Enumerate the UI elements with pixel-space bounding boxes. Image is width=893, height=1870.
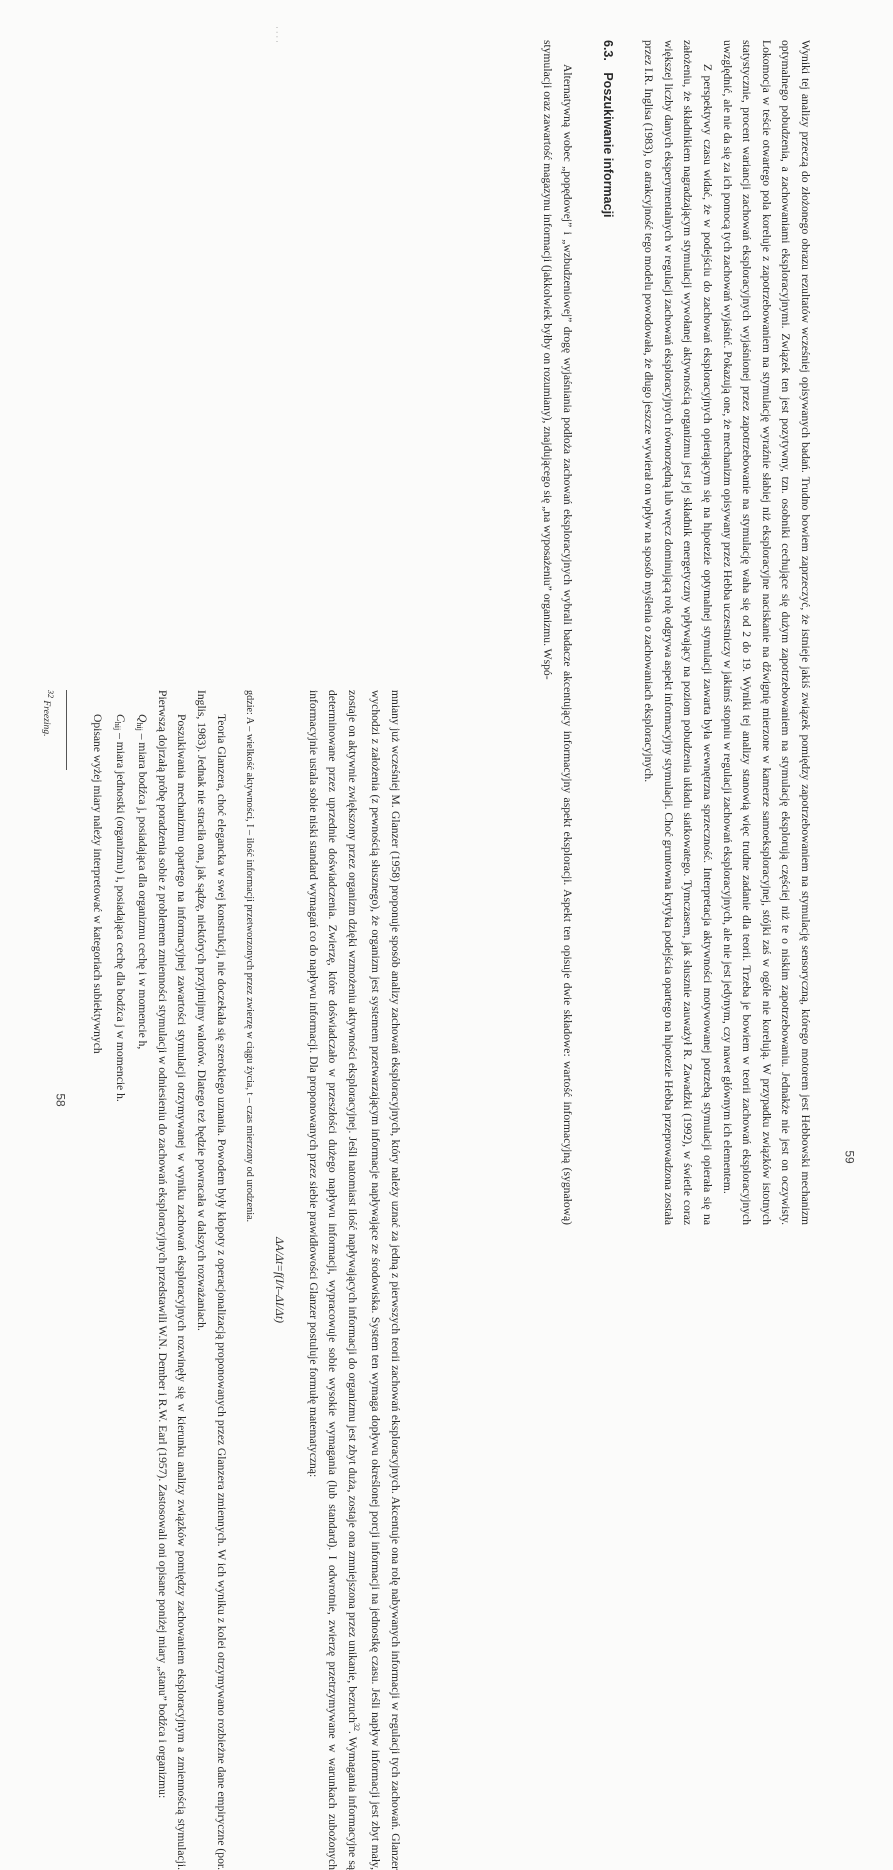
footnote-divider — [66, 690, 67, 770]
section-number: 6.3. — [600, 40, 615, 61]
right-page — [5, 690, 405, 1870]
left-page — [430, 40, 815, 1225]
paragraph: Alternatywną wobec „popędowej” i „wzbudzeniowej” drogę wyjaśniania podłoża zachowań eksploracyjnych wybrali badacze akcentujący informacyjny aspekt eksploracji. Aspekt ten opisuje dwie składowe: wartość informacyjną (sygnałową) stymulacji oraz zawartość magazynu informacji (jakkolwiek byłby on rozumiany), znajdującego się „na wyposażeniu” organizmu. Wspó- — [541, 40, 575, 1225]
measure-subscript: hij — [112, 721, 122, 731]
footnote-number: 32 — [46, 690, 56, 698]
footnote — [37, 690, 61, 1870]
measure-subscript: hij — [135, 722, 145, 731]
footnote-reference: 32 — [351, 1722, 361, 1731]
paragraph: Opisane wyżej miary należy interpretować w kategoriach subiektywnych — [91, 714, 105, 1054]
measure-definition — [107, 690, 130, 1870]
paragraph: Teoria Glanzera, choć elegancka w swej konstrukcji, nie doczekała się szerokiego uznania. Powodem były kłopoty z operacjonalizacją proponowanych przez Glanzera zmiennych. W ich wyniku z kolei otrzymywano rozbieżne dane empiryczne (por. Inglis, 1983). Jednak nie straciła ona, jak sądzę, niektórych przyjmijmy walorów. Dlatego też będzie powracała w dalszych rozważaniach. — [194, 690, 228, 1870]
measure-definition — [130, 690, 153, 1870]
page-number: 58 — [53, 1093, 68, 1107]
paragraph-text: mniany już wcześniej M. Glanzer (1958) proponuje sposób analizy zachowań eksploracyjnych, który należy uznać za jedną z pierwszych teorii zachowań eksploracyjnych. Akcentuje ona rolę nabywanych informacji w regulacji tych zachowań. Glanzer wychodzi z założenia (z pewnością słusznego), że organizm jest systemem przetwarzającym informacje napływające ze środowiska. System ten wymaga dopływu określonej porcji informacji na jednostkę czasu. Jeśli napływ informacji jest zbyt mały, zostaje on aktywnie zwiększony przez organizm dzięki wzmożeniu aktywności eksploracyjnej. Jeśli natomiast ilość napływających informacji do organizmu jest zbyt duża, zostaje ona zmniejszona przez unikanie, bezruch — [345, 690, 402, 1870]
paragraph — [303, 690, 405, 1870]
scan-mark: · · · · — [271, 26, 281, 43]
section-title: Poszukiwanie informacji — [600, 72, 615, 218]
footnote-text: Freezing. — [41, 700, 53, 737]
paragraph: Z perspektywy czasu widać, że w podejściu do zachowań eksploracyjnych opierającym się na hipotezie optymalnej stymulacji zawarta była wewnętrzna sprzeczność. Interpretacja aktywności motywowanej potrzebą stymulacji opierała się na założeniu, że składnikiem nagradzającym stymulacji wywołanej aktywnością organizmu jest jej składnik energetyczny wpływający na poziom pobudzenia układu siatkowatego. Tymczasem, jak słusznie zauważył R. Zawadzki (1992), w świetle coraz większej liczby danych eksperymentalnych w regulacji zachowań eksploracyjnych równorzędną lub wręcz dominującą rolę odgrywa aspekt informacyjny stymulacji. Choć gruntowna krytyka podejścia opartego na hipotezie Hebba przeprowadzona została przez I.R. Inglisa (1983), to atrakcyjność tego modelu powodowała, że długo jeszcze wywierał on wpływ na sposób myślenia o zachowaniach eksploracyjnych. — [642, 40, 715, 1225]
formula: ΔA/Δt=f(I/t–ΔI/Δt) — [273, 1237, 287, 1323]
paragraph: Poszukiwania mechanizmu opartego na informacyjnej zawartości stymulacji otrzymywanej w wyniku zachowań eksploracyjnych rozwinęły się w kierunku analizy związków pomiędzy zachowaniem eksploracyjnym a zmiennością stymulacji. Pierwszą dojrzałą próbę poradzenia sobie z problemem zmienności stymulacji w odniesieniu do zachowań eksploracyjnych przedstawili W.N. Dember i R.W. Earl (1957). Zastosowali oni opisane poniżej miary „stanu” bodźca i organizmu: — [155, 690, 189, 1870]
section-heading — [597, 40, 617, 1225]
page-number: 59 — [842, 1150, 857, 1164]
formula-legend: gdzie: A – wielkość aktywności, I – ilość informacji przetworzonych przez zwierzę w ciągu życia, t – czas mierzony od urodzenia. — [243, 690, 255, 1223]
paragraph: Wyniki tej analizy przeczą do złożonego obrazu rezultatów wcześniej opisywanych badań. Trudno bowiem zaprzeczyć, że istnieje jakiś związek pomiędzy zapotrzebowaniem na stymulację sensoryczną, którego motorem jest Hebbowski mechanizm optymalnego pobudzenia, a zachowaniami eksploracyjnymi. Związek ten jest pozytywny, tzn. osobniki cechujące się dużym zapotrzebowaniem na stymulację eksplorują częściej niż te o niskim zapotrzebowaniu. Jednakże nie jest on oczywisty. Lokomocja w teście otwartego pola koreluje z zapotrzebowaniem na stymulację wyraźnie słabiej niż eksploracyjne naciskanie na dźwignię mierzone w kamerze samoeksploracyjnej, stójki zaś w ogóle nie korelują. W przypadku związków istotnych statystycznie, procent wariancji zachowań eksploracyjnych wyjaśnionej przez zapotrzebowanie na stymulację waha się od 2 do 19. Wyniki tej analizy stanowią więc trudne zadanie dla teorii. Trzeba je bowiem w teorii zachowań eksploracyjnych uwzględnić, ale nie da się za ich pomocą tych zachowań wyjaśnić. Pokazują one, że mechanizm opisywany przez Hebba uczestniczy w jakimś stopniu w regulacji zachowań eksploracyjnych, ale nie jest jedynym, czy nawet głównym ich elementem. — [720, 40, 812, 1225]
measure-symbol: C — [113, 714, 127, 722]
measure-text: – miara bodźca j, posiadająca dla organizmu cechę i w momencie h, — [136, 730, 150, 1050]
measure-symbol: Q — [136, 714, 150, 723]
measure-text: – miara jednostki (organizmu) i, posiadająca cechę dla bodźca j w momencie h. — [113, 730, 127, 1102]
paragraph-text: . Wymagania informacyjne są determinowane przez uprzednie doświadczenia. Zwierzę, które doświadczało w przeszłości dużego napływu informacji, wypracowuje sobie wysokie wymagania (lub standard). I odwrotnie, zwierzę przetrzymywane w warunkach zubożonych informacyjnie ustala sobie niski standard wymagań co do napływu informacji. Dla proponowanych przez siebie prawidłowości Glanzer postuluje formułę matematyczną: — [306, 690, 359, 1870]
